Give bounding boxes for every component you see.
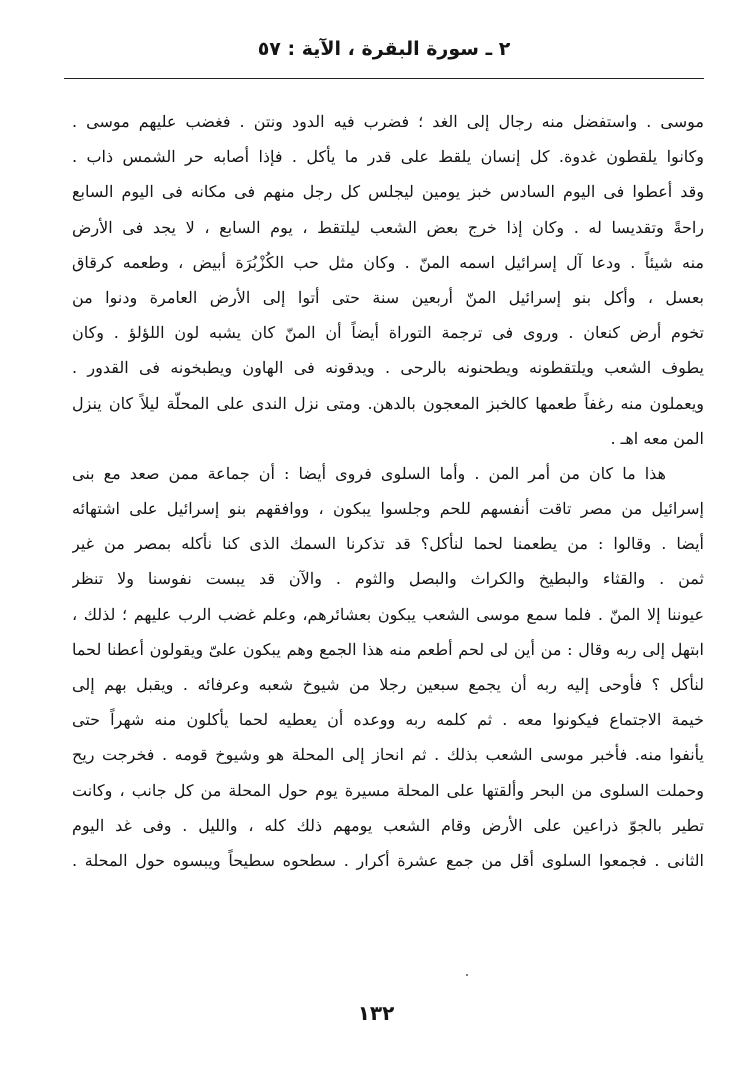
print-speck <box>466 974 468 976</box>
text-line: يطوف الشعب ويلتقطونه ويطحنونه بالرحى . ويدقونه فى الهاون ويطبخونه فى القدور . <box>72 358 704 378</box>
text-line: أيضا . وقالوا : من يطعمنا لحما لنأكل؟ قد تذكرنا السمك الذى كنا نأكله بمصر من غير <box>72 534 704 554</box>
text-line: المن معه اهـ . <box>610 428 704 448</box>
paragraph-2 <box>72 456 704 878</box>
text-line: ابتهل إلى ربه وقال : من أين لى لحم أطعم منه هذا الجمع وهم يبكون علىّ ويقولون أعطنا لحما <box>72 639 704 659</box>
text-line: موسى . واستفضل منه رجال إلى الغد ؛ فضرب فيه الدود ونتن . فغضب عليهم موسى . <box>72 112 704 131</box>
text-line: بعسل ، وأكل بنو إسرائيل المنّ أربعين سنة حتى أتوا إلى الأرض العامرة ودنوا من <box>72 287 704 307</box>
header-rule <box>64 78 704 79</box>
text-line: خيمة الاجتماع فيكونوا معه . ثم كلمه ربه ووعده أن يعطيه لحما يأكلون منه شهراً حتى <box>72 710 704 730</box>
text-line: راحةً وتقديسا له . وكان إذا خرج بعض الشعب ليلتقط ، يوم السابع ، لا يجد فى الأرض <box>72 217 704 237</box>
text-line: الثانى . فجمعوا السلوى أقل من جمع عشرة أكرار . سطحوه سطيحاً ويبسوه حول المحلة . <box>72 850 704 870</box>
text-line: وكانوا يلقطون غدوة. كل إنسان يلقط على قدر ما يأكل . فإذا أصابه حر الشمس ذاب . <box>72 147 704 167</box>
paragraph-1 <box>72 104 704 456</box>
text-line: منه شيئاً . ودعا آل إسرائيل اسمه المنّ . وكان مثل حب الكُزْبُرَة أبيض ، وطعمه كرقاق <box>72 252 704 272</box>
text-line: لنأكل ؟ فأوحى إليه ربه أن يجمع سبعين رجلا من شيوخ شعبه وعرفائه . ويقبل بهم إلى <box>72 675 704 694</box>
text-line: عيوننا إلا المنّ . فلما سمع موسى الشعب يبكون بعشائرهم، وعلم غضب الرب عليهم ؛ لذلك ، <box>72 604 704 624</box>
text-line: وحملت السلوى من البحر وألقتها على المحلة مسيرة يوم حول المحلة من كل جانب ، وكانت <box>72 780 704 800</box>
text-line: ويعملون منه رغفاً طعمها كالخبز المعجون بالدهن. ومتى نزل الندى على المحلّة ليلاً كان ينزل <box>72 393 704 413</box>
text-line: تطير بالجوّ ذراعين على الأرض وقام الشعب يومهم ذلك كله ، والليل . وفى غد اليوم <box>72 815 704 835</box>
text-line: يأنفوا منه. فأخبر موسى الشعب بذلك . ثم انحاز إلى المحلة هو وشيوخ قومه . فخرجت ريح <box>72 745 704 765</box>
body-text <box>72 104 704 878</box>
text-line: إسرائيل من مصر تاقت أنفسهم للحم وجلسوا يبكون ، ووافقهم بنو إسرائيل على اشتهائه <box>72 499 704 519</box>
page-number: ١٣٢ <box>357 1001 395 1025</box>
running-header: ٢ ـ سورة البقرة ، الآية : ٥٧ <box>257 38 511 60</box>
text-line: وقد أعطوا فى اليوم السادس خبز يومين ليجلس كل رجل منهم فى مكانه فى اليوم السابع <box>72 182 704 202</box>
text-line: هذا ما كان من أمر المن . وأما السلوى فروى أيضا : أن جماعة ممن صعد مع بنى <box>72 463 666 483</box>
text-line: تخوم أرض كنعان . وروى فى ترجمة التوراة أيضاً أن المنّ كان يشبه لون اللؤلؤ . وكان <box>72 323 704 343</box>
text-line: ثمن . والقثاء والبطيخ والكراث والبصل والثوم . والآن قد يبست نفوسنا ولا تنظر <box>72 569 704 589</box>
